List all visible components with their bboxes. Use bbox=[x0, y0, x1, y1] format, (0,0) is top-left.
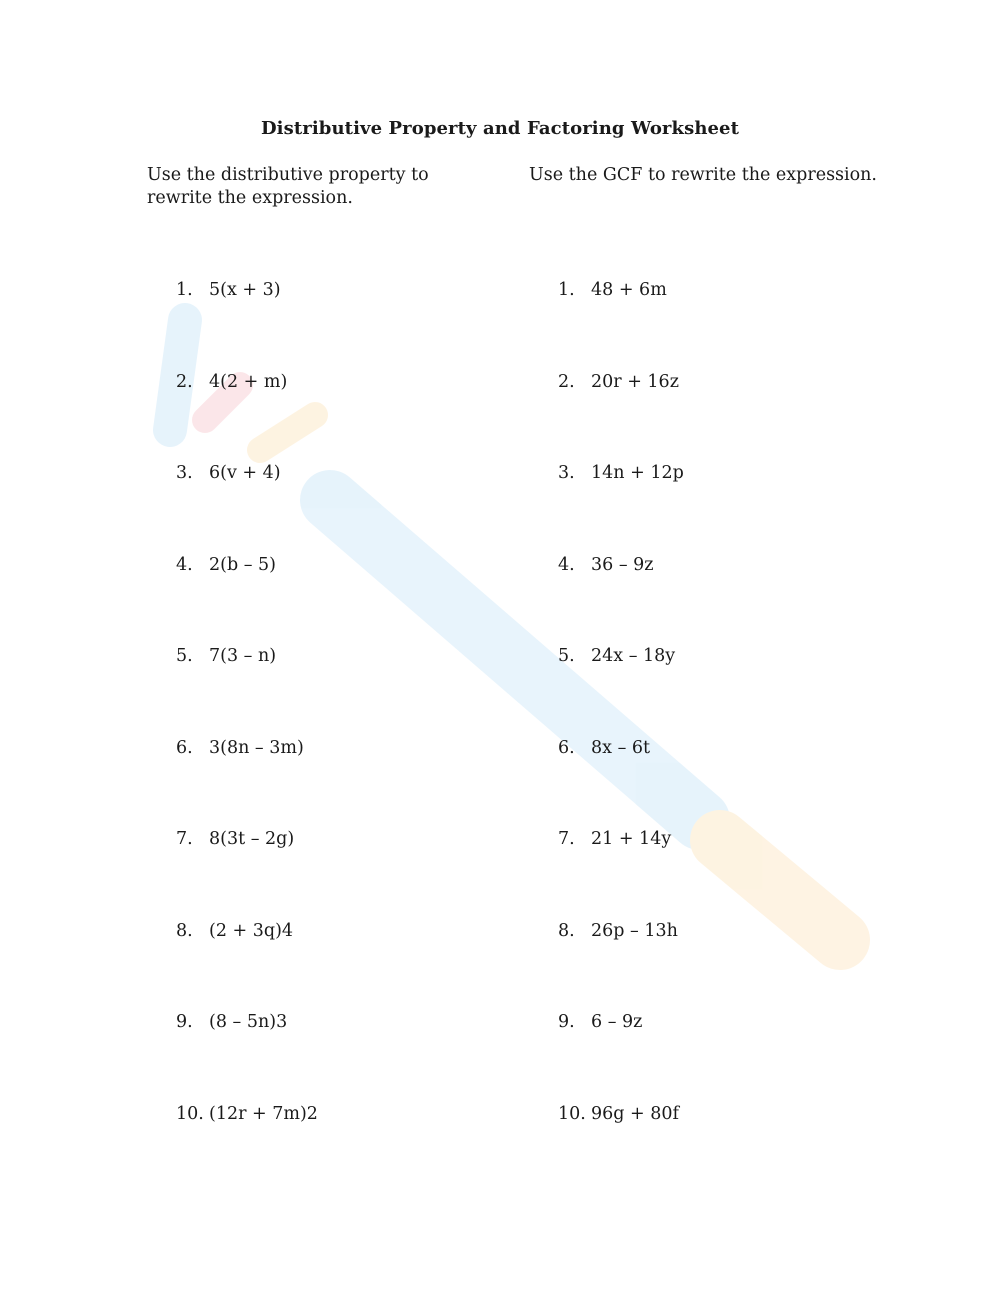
gcf-problem-list bbox=[558, 279, 684, 1194]
problem-expression: 8x – 6t bbox=[591, 737, 651, 758]
problem-number: 9. bbox=[558, 1012, 575, 1032]
gcf-problem bbox=[558, 1103, 684, 1195]
problem-expression: (12r + 7m)2 bbox=[209, 1103, 318, 1124]
problem-number: 1. bbox=[558, 280, 575, 300]
gcf-problem bbox=[558, 371, 684, 463]
problem-expression: 2(b – 5) bbox=[209, 554, 277, 575]
problem-number: 6. bbox=[176, 737, 193, 758]
distributive-problem bbox=[176, 279, 318, 371]
problem-expression: 48 + 6m bbox=[591, 280, 667, 300]
problem-expression: (8 – 5n)3 bbox=[209, 1012, 288, 1032]
problem-number: 8. bbox=[176, 920, 193, 941]
problem-number: 8. bbox=[558, 920, 575, 941]
problem-number: 7. bbox=[176, 829, 193, 849]
distributive-problem-list bbox=[176, 279, 318, 1194]
problem-expression: 8(3t – 2g) bbox=[209, 829, 295, 849]
problem-number: 3. bbox=[176, 463, 193, 483]
gcf-problem bbox=[558, 920, 684, 1012]
problem-expression: 4(2 + m) bbox=[209, 371, 288, 392]
problem-number: 4. bbox=[558, 554, 575, 575]
distributive-problem bbox=[176, 737, 318, 829]
problem-expression: 6(v + 4) bbox=[209, 463, 281, 483]
problem-expression: 14n + 12p bbox=[591, 463, 684, 483]
problem-expression: 6 – 9z bbox=[591, 1012, 643, 1032]
distributive-problem bbox=[176, 920, 318, 1012]
distributive-problem bbox=[176, 462, 318, 554]
problem-expression: 20r + 16z bbox=[591, 371, 679, 392]
problem-expression: 5(x + 3) bbox=[209, 280, 281, 300]
problem-expression: 36 – 9z bbox=[591, 554, 654, 575]
problem-number: 5. bbox=[176, 646, 193, 666]
problem-number: 2. bbox=[558, 371, 575, 392]
problem-expression: 24x – 18y bbox=[591, 646, 676, 666]
distributive-instruction: Use the distributive property to rewrite the expression. bbox=[147, 165, 429, 208]
problem-number: 9. bbox=[176, 1012, 193, 1032]
problem-number: 1. bbox=[176, 280, 193, 300]
problem-number: 2. bbox=[176, 371, 193, 392]
problem-number: 4. bbox=[176, 554, 193, 575]
distributive-problem bbox=[176, 371, 318, 463]
worksheet-title: Distributive Property and Factoring Worksheet bbox=[260, 118, 740, 139]
gcf-instruction: Use the GCF to rewrite the expression. bbox=[529, 165, 877, 185]
problem-number: 6. bbox=[558, 737, 575, 758]
problem-number: 5. bbox=[558, 646, 575, 666]
gcf-problem bbox=[558, 645, 684, 737]
problem-number: 3. bbox=[558, 463, 575, 483]
problem-expression: 96g + 80f bbox=[591, 1103, 680, 1124]
problem-number: 10. bbox=[558, 1103, 586, 1124]
problem-expression: 21 + 14y bbox=[591, 829, 672, 849]
gcf-problem bbox=[558, 828, 684, 920]
gcf-problem bbox=[558, 1011, 684, 1103]
distributive-problem bbox=[176, 828, 318, 920]
distributive-problem bbox=[176, 1103, 318, 1195]
gcf-problem bbox=[558, 279, 684, 371]
distributive-problem bbox=[176, 645, 318, 737]
distributive-problem bbox=[176, 1011, 318, 1103]
gcf-problem bbox=[558, 554, 684, 646]
gcf-problem bbox=[558, 737, 684, 829]
problem-number: 7. bbox=[558, 829, 575, 849]
problem-expression: 26p – 13h bbox=[591, 920, 678, 941]
problem-expression: (2 + 3q)4 bbox=[209, 920, 294, 941]
gcf-problem bbox=[558, 462, 684, 554]
watermark-band-orange bbox=[720, 840, 840, 940]
problem-expression: 7(3 – n) bbox=[209, 646, 277, 666]
distributive-problem bbox=[176, 554, 318, 646]
problem-number: 10. bbox=[176, 1103, 204, 1124]
problem-expression: 3(8n – 3m) bbox=[209, 737, 304, 758]
